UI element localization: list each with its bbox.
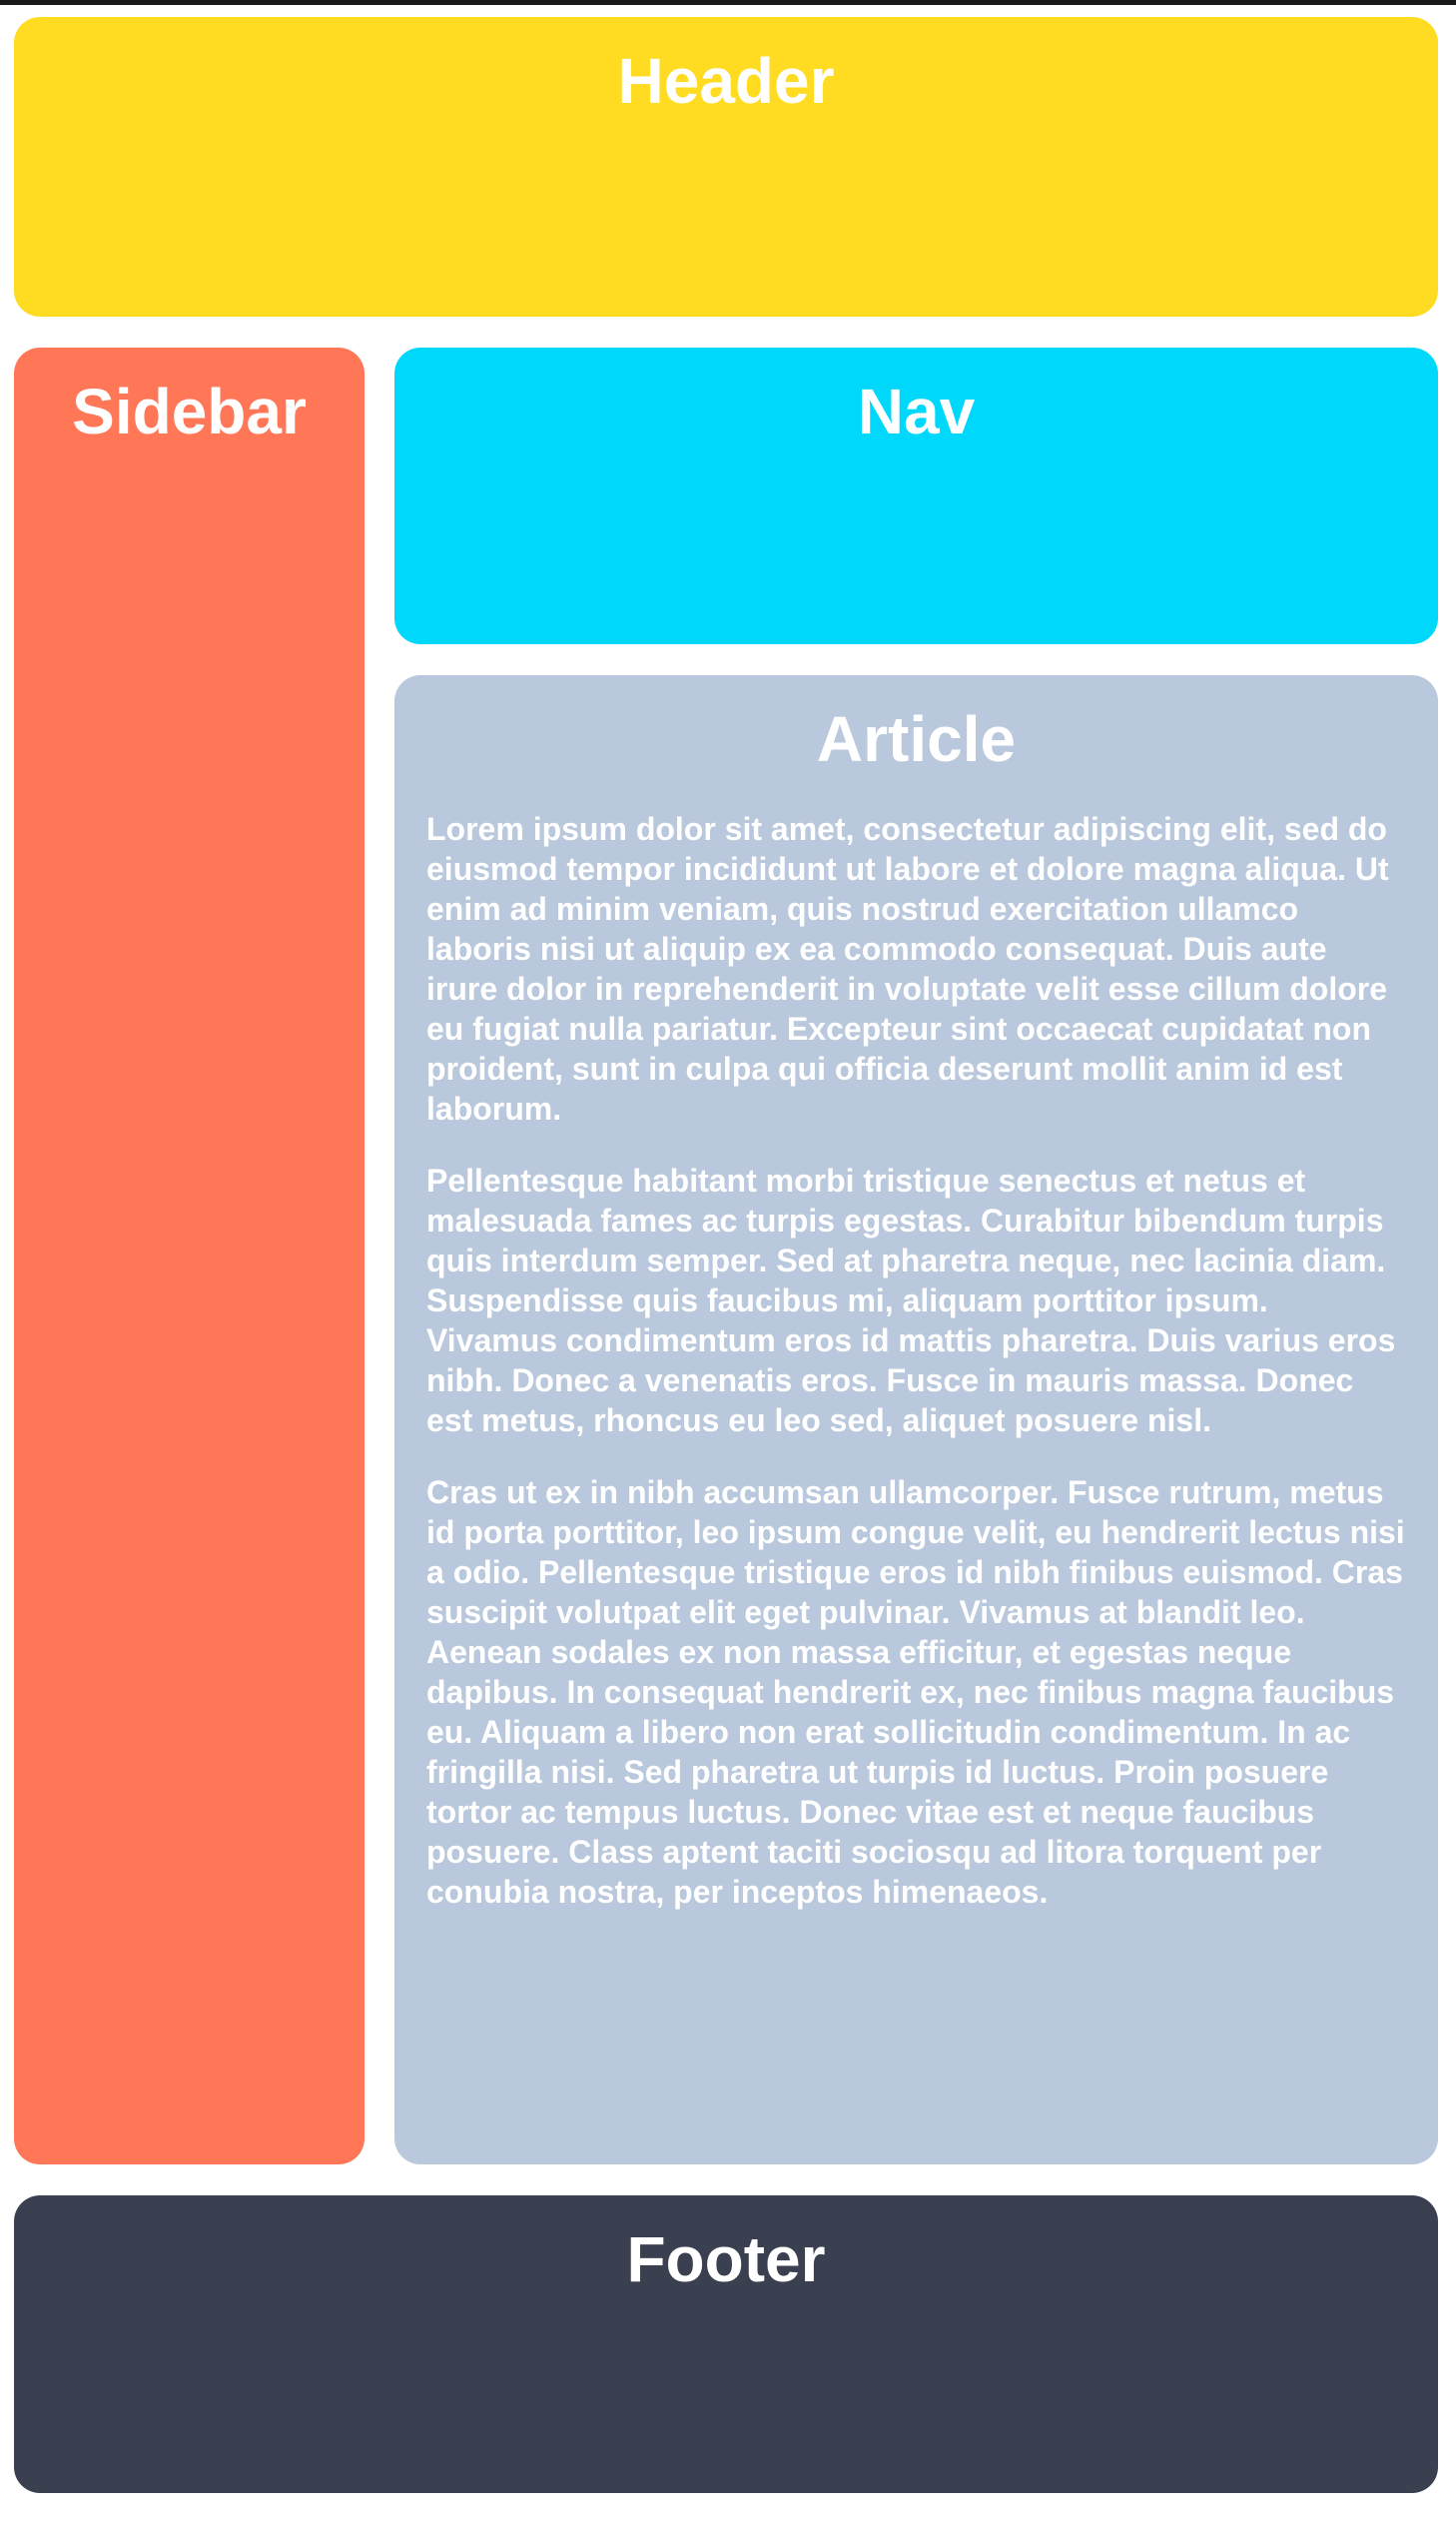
article-paragraph-3: Cras ut ex in nibh accumsan ullamcorper. Fusce rutrum, metus id porta porttitor, leo ipsum congue velit, eu hendrerit lectus nisi a odio. Pellentesque tristique eros id nibh finibus euismod. Cras suscipit volutpat elit eget pulvinar. Vivamus at blandit leo. Aenean sodales ex non massa efficitur, et egestas neque dapibus. In consequat hendrerit ex, nec finibus magna faucibus eu. Aliquam a libero non erat sollicitudin condimentum. In ac fringilla nisi. Sed pharetra ut turpis id luctus. Proin posuere tortor ac tempus luctus. Donec vitae est et neque faucibus posuere. Class aptent taciti sociosqu ad litora torquent per conubia nostra, per inceptos himenaeos. (426, 1473, 1405, 1910)
article-paragraph-2: Pellentesque habitant morbi tristique senectus et netus et malesuada fames ac turpis egestas. Curabitur bibendum turpis quis interdum semper. Sed at pharetra neque, nec lacinia diam. Suspendisse quis faucibus mi, aliquam porttitor ipsum. Vivamus condimentum eros id mattis pharetra. Duis varius eros nibh. Donec a venenatis eros. Fusce in mauris massa. Donec est metus, rhoncus eu leo sed, aliquet posuere nisl. (426, 1162, 1396, 1438)
header-section (14, 17, 1438, 317)
nav-title: Nav (857, 376, 976, 447)
nav-section (394, 348, 1438, 644)
page (0, 5, 1456, 2517)
footer-title: Footer (626, 2223, 826, 2295)
article-title: Article (816, 703, 1017, 775)
header-title: Header (617, 45, 835, 117)
article-section (394, 675, 1438, 2164)
sidebar-section (14, 348, 364, 2164)
article-paragraph-1: Lorem ipsum dolor sit amet, consectetur adipiscing elit, sed do eiusmod tempor incididunt ut labore et dolore magna aliqua. Ut enim ad minim veniam, quis nostrud exercitation ullamco laboris nisi ut aliquip ex ea commodo consequat. Duis aute irure dolor in reprehenderit in voluptate velit esse cillum dolore eu fugiat nulla pariatur. Excepteur sint occaecat cupidatat non proident, sunt in culpa qui officia deserunt mollit anim id est laborum. (426, 810, 1389, 1127)
footer-section (14, 2195, 1438, 2493)
sidebar-title: Sidebar (72, 376, 307, 447)
layout-grid (14, 17, 1438, 2493)
